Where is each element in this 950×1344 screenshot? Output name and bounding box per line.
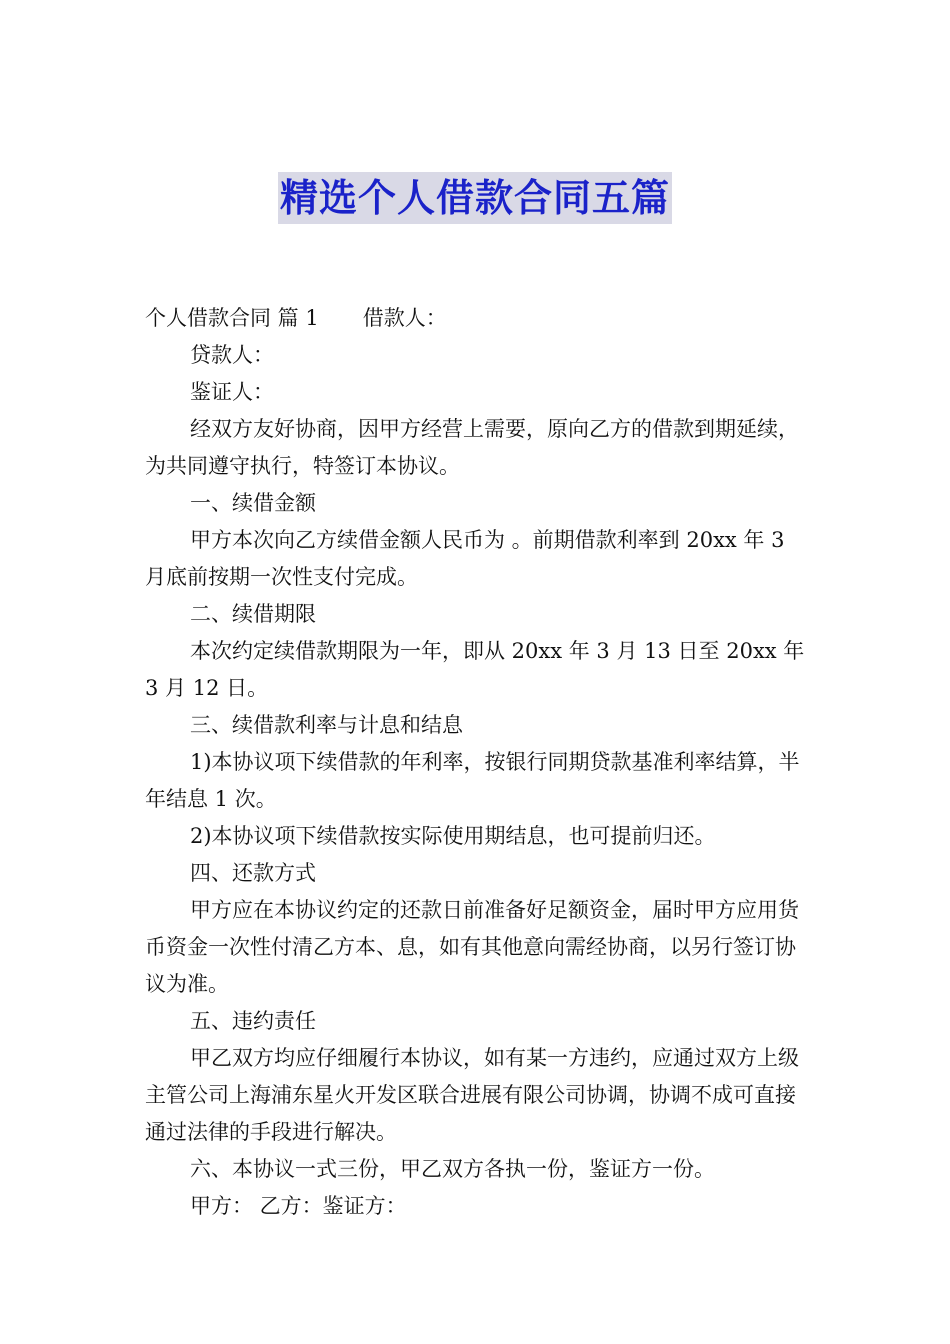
- interest-item-2: 2)本协议项下续借款按实际使用期结息，也可提前归还。: [190, 824, 716, 848]
- contract-heading: [145, 300, 810, 337]
- lender-line: 贷款人：: [190, 343, 274, 367]
- document-body: [145, 300, 810, 1225]
- witness-line: 鉴证人：: [190, 380, 274, 404]
- breach-paragraph: 甲乙双方均应仔细履行本协议，如有某一方违约，应通过双方上级主管公司上海浦东星火开发区联合进展有限公司协调，协调不成可直接通过法律的手段进行解决。: [145, 1046, 799, 1144]
- section-heading-interest: 三、续借款利率与计息和结息: [190, 713, 463, 737]
- copies-paragraph: 六、本协议一式三份，甲乙双方各执一份，鉴证方一份。: [190, 1157, 715, 1181]
- borrower-label: 借款人：: [362, 306, 447, 330]
- section-heading-repayment: 四、还款方式: [190, 861, 316, 885]
- section-heading-term: 二、续借期限: [190, 602, 316, 626]
- section-heading-breach: 五、违约责任: [190, 1009, 316, 1033]
- section-heading-amount: 一、续借金额: [190, 491, 316, 515]
- preamble-paragraph: 经双方友好协商，因甲方经营上需要，原向乙方的借款到期延续，为共同遵守执行，特签订本协议。: [145, 417, 799, 478]
- interest-item-1: 1)本协议项下续借款的年利率，按银行同期贷款基准利率结算，半年结息 1 次。: [145, 750, 800, 811]
- repayment-paragraph: 甲方应在本协议约定的还款日前准备好足额资金，届时甲方应用货币资金一次性付清乙方本、息，如有其他意向需经协商，以另行签订协议为准。: [145, 898, 799, 996]
- term-paragraph: 本次约定续借款期限为一年，即从 20xx 年 3 月 13 日至 20xx 年 3 月 12 日。: [145, 639, 805, 700]
- title-container: [0, 172, 950, 224]
- contract-heading-prefix: 个人借款合同 篇 1: [145, 306, 319, 330]
- document-title: 精选个人借款合同五篇: [278, 172, 672, 224]
- signature-line: 甲方： 乙方：鉴证方：: [190, 1194, 407, 1218]
- amount-paragraph: 甲方本次向乙方续借金额人民币为 。前期借款利率到 20xx 年 3 月底前按期一次性支付完成。: [145, 528, 785, 589]
